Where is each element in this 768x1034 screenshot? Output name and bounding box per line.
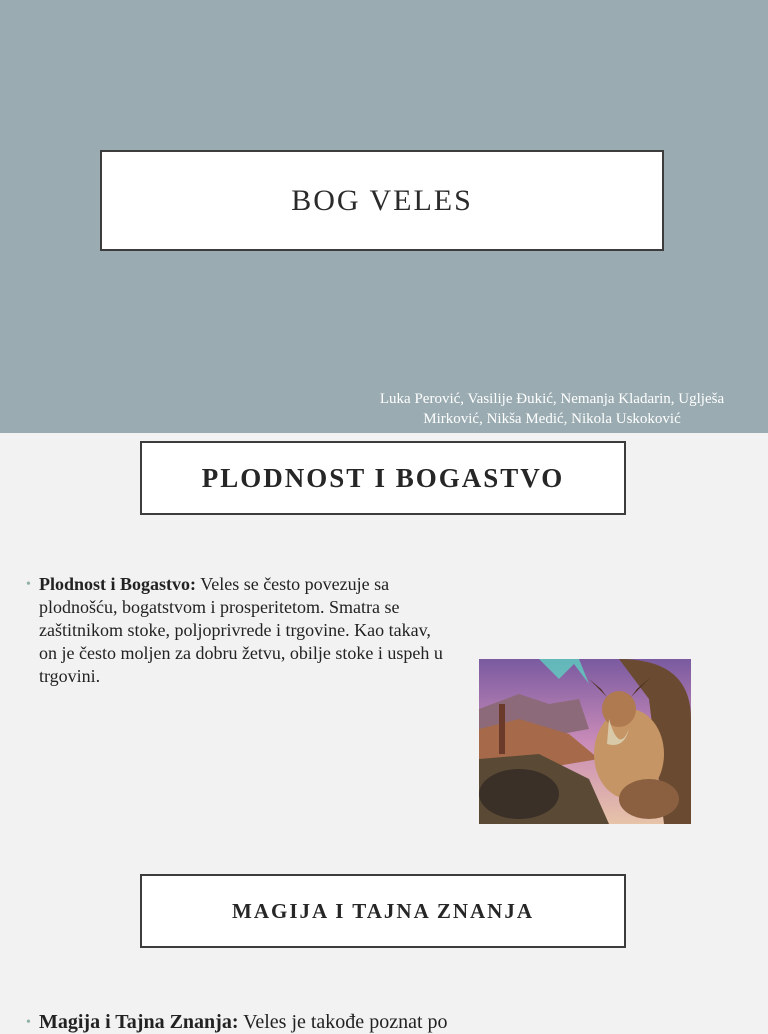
bullet-icon: • <box>26 1015 31 1030</box>
section-heading: PLODNOST I BOGASTVO <box>201 462 565 493</box>
section-heading-2: MAGIJA I TAJNA ZNANJA <box>232 898 534 923</box>
bullet-body-2: Veles je takođe poznat po <box>238 1011 448 1033</box>
authors-line-1: Luka Perović, Vasilije Đukić, Nemanja Kladarin, Uglješa <box>379 391 725 407</box>
bullet-item <box>26 573 451 688</box>
title-box <box>100 150 664 251</box>
veles-painting <box>479 659 691 824</box>
painting-image <box>479 659 691 824</box>
content-slide <box>0 433 768 1033</box>
authors <box>362 389 742 429</box>
bullet-body: Veles se često povezuje sa plodnošću, bogatstvom i prosperitetom. Smatra se zaštitnikom stoke, poljoprivrede i trgovine. Kao takav, on je često moljen za dobru žetvu, obilje stoke i uspeh u trgovini. <box>39 574 443 686</box>
bullet-text-2 <box>26 1011 451 1034</box>
bullet-label: Plodnost i Bogastvo: <box>39 574 197 594</box>
title-slide <box>0 0 768 433</box>
bullet-icon: • <box>26 577 31 592</box>
heading-box-2 <box>140 874 626 948</box>
authors-line-2: Mirković, Nikša Medić, Nikola Uskoković <box>423 411 681 427</box>
bullet-item-2 <box>26 1011 451 1034</box>
bullet-text <box>26 573 451 688</box>
bullet-label-2: Magija i Tajna Znanja: <box>39 1011 239 1033</box>
slide-title: BOG VELES <box>291 183 473 217</box>
heading-box <box>140 441 626 515</box>
